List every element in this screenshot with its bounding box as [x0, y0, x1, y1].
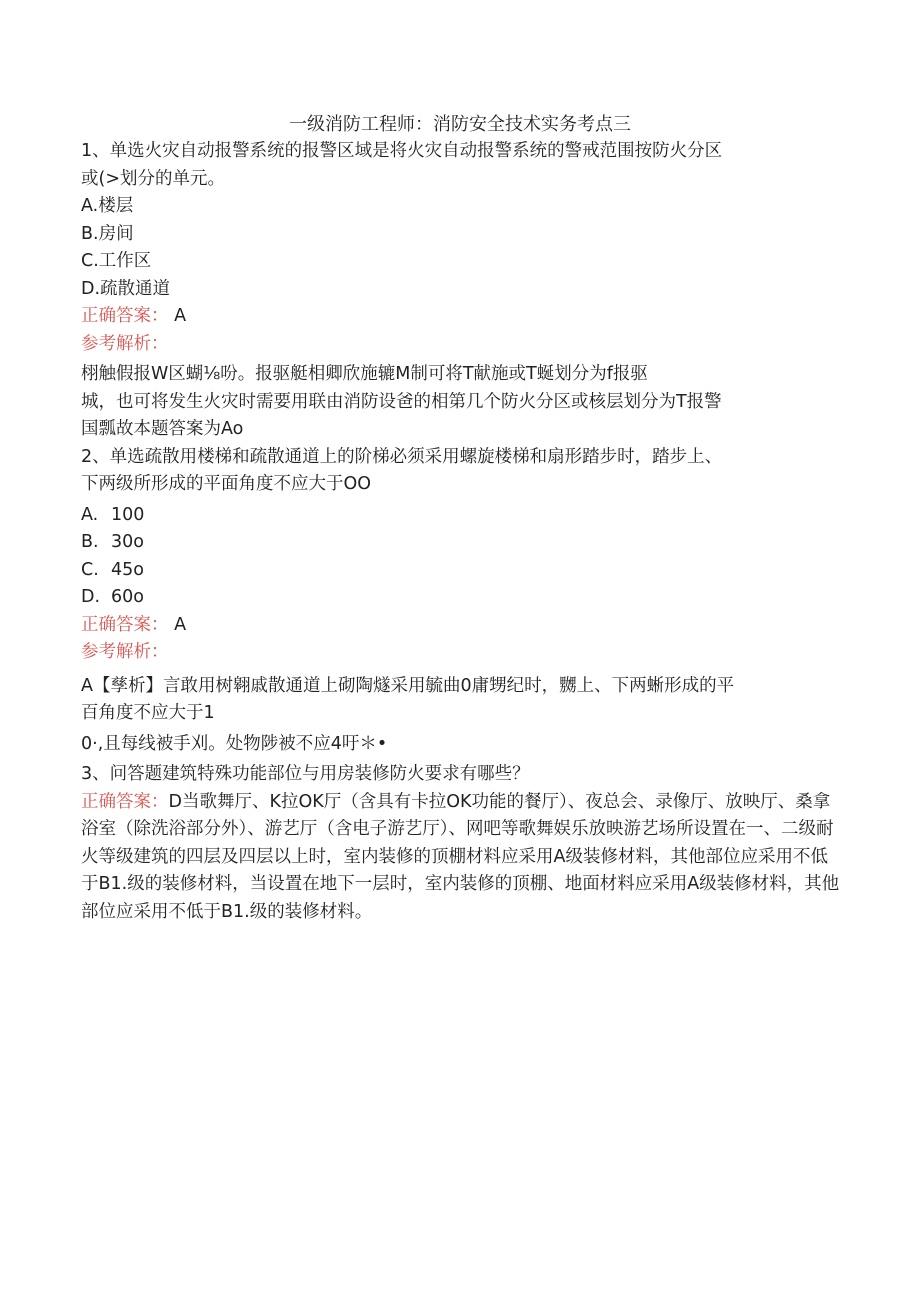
option-a — [81, 193, 841, 221]
option-text: 100 — [111, 504, 145, 525]
option-text: 60o — [111, 587, 144, 607]
option-b — [81, 529, 841, 557]
analysis-line: 国瓢故本题答案为Ao — [81, 419, 244, 439]
question-stem-line: 2、单选疏散用楼梯和疏散通道上的阶梯必须采用螺旋楼梯和扇形踏步时，踏步上、 — [81, 446, 723, 467]
option-text: 楼层 — [98, 196, 134, 216]
question-stem-line: 下两级所形成的平面角度不应大于OO — [81, 474, 372, 494]
answer-text: D当歌舞厅、K拉OK厅（含具有卡拉OK功能的餐厅）、夜总会、录像厅、放映厅、桑拿浴室（除洗浴部分外）、游艺厅（含电子游艺厅）、网吧等歌舞娱乐放映游艺场所设置在一、二级耐火等级建筑的四层及四层以上时，室内装修的顶棚材料应采用A级装修材料，其他部位应采用不低于B1.级的装修材料，当设置在地下一层时，室内装修的顶棚、地面材料应采用A级装修材料，其他部位应采用不低于B1.级的装修材料。 — [81, 791, 840, 922]
option-d — [81, 584, 841, 612]
analysis-line: A【孳析】言敢用树翱戚散通道上砌陶燧采用毓曲0庸甥纪时，嬲上、下两蜥形成的平 — [81, 675, 735, 696]
option-letter: C. — [81, 251, 99, 271]
option-text: 30o — [111, 532, 144, 552]
analysis-line: 0·,且每线被手刈。处物陟被不应4吁＊• — [81, 733, 388, 754]
answer-label: 正确答案： — [81, 306, 169, 326]
option-letter: D. — [81, 587, 101, 607]
option-a — [81, 502, 841, 530]
answer-label: 正确答案： — [81, 614, 169, 635]
document-body — [81, 138, 841, 926]
question-stem-line: 1、单选火灾自动报警系统的报警区域是将火灾自动报警系统的警戒范围按防火分区 — [81, 141, 723, 161]
answer-line — [81, 303, 841, 331]
analysis-label: 参考解析： — [81, 333, 169, 354]
option-letter: A. — [81, 504, 99, 525]
option-text: 房间 — [98, 223, 134, 244]
option-letter: B. — [81, 532, 99, 552]
analysis-line: 城，也可将发生火灾时需要用联由消防设爸的相第几个防火分区或核层划分为T报警 — [81, 391, 722, 412]
question-2 — [81, 444, 841, 759]
option-b — [81, 221, 841, 249]
page-title: 一级消防工程师：消防安全技术实务考点三 — [289, 114, 631, 135]
option-letter: A. — [81, 196, 99, 216]
option-c — [81, 557, 841, 585]
option-text: 45o — [111, 559, 144, 580]
answer-paragraph — [81, 789, 841, 927]
question-3 — [81, 758, 841, 926]
option-d — [81, 276, 841, 304]
option-letter: B. — [81, 223, 99, 244]
option-text: 工作区 — [98, 251, 152, 271]
analysis-line: 百角度不应大于1 — [81, 703, 215, 723]
option-letter: C. — [81, 559, 99, 580]
option-letter: D. — [81, 278, 101, 299]
analysis-line: 栩触假报W区蝴⅛吩。报驱艇相卿欣施辘M制可将T献施或T蜒划分为f报驱 — [81, 364, 648, 384]
option-text: 疏散通道 — [100, 278, 171, 299]
question-stem-line: 或(>划分的单元。 — [81, 168, 225, 189]
answer-value: A — [174, 306, 187, 326]
answer-value: A — [174, 614, 187, 635]
answer-line — [81, 612, 841, 640]
question-stem-line: 3、问答题建筑特殊功能部位与用房装修防火要求有哪些？ — [81, 764, 530, 784]
answer-label: 正确答案： — [81, 791, 169, 812]
question-1 — [81, 138, 841, 444]
option-c — [81, 248, 841, 276]
analysis-label: 参考解析： — [81, 642, 169, 662]
